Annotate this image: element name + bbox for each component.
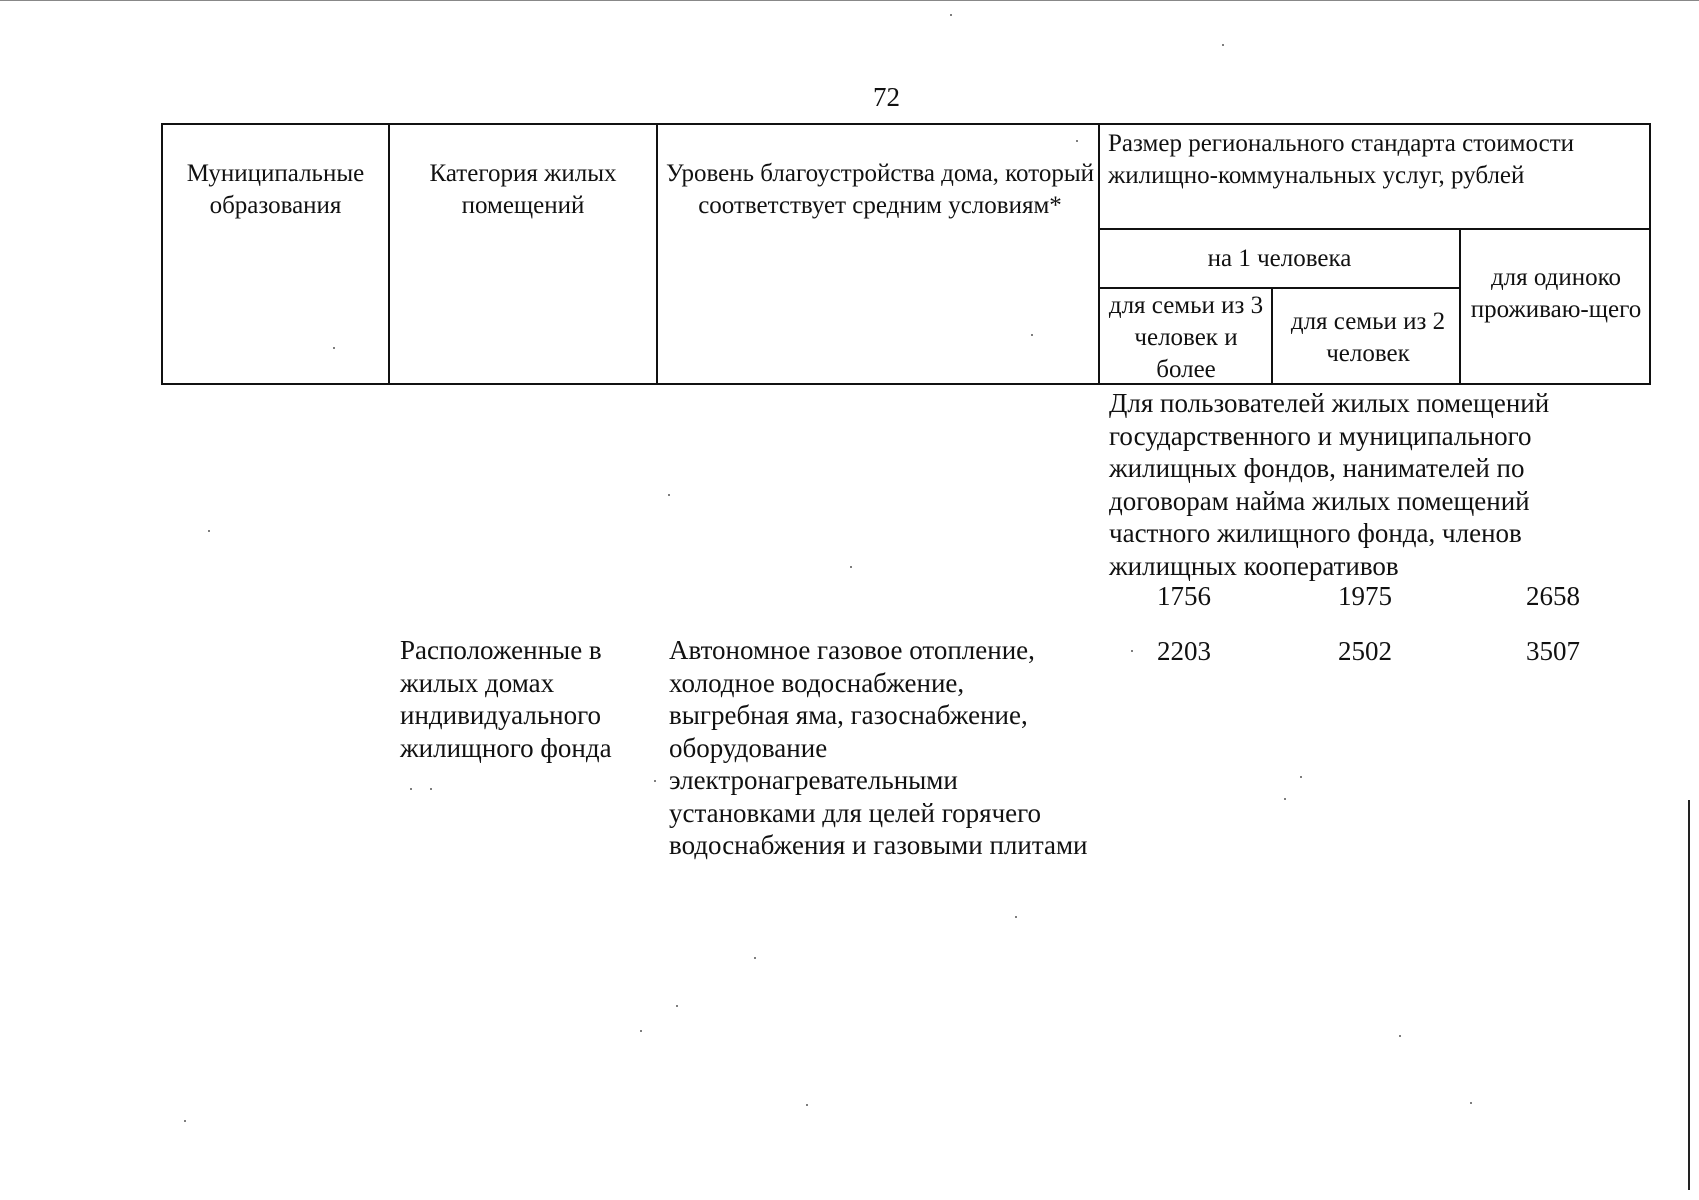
page-number: 72 xyxy=(873,82,900,112)
scan-speck xyxy=(333,347,335,349)
section-note: Для пользователей жилых помещений государственного и муниципального жилищных фондов, нанимателей по договорам найма жилых помещений частного жилищного фонда, членов жилищных кооперативов xyxy=(1109,388,1550,581)
col-divider xyxy=(1459,229,1461,385)
scan-speck xyxy=(208,530,210,532)
header-bottom-border xyxy=(161,383,1651,385)
cell-family-2: 1975 xyxy=(1338,581,1392,611)
scan-speck xyxy=(950,14,952,16)
col-divider xyxy=(1271,287,1273,385)
scan-speck xyxy=(640,1030,642,1032)
header-standard-size: Размер регионального стандарта стоимости жилищно-коммунальных услуг, рублей xyxy=(1108,130,1575,189)
scan-speck xyxy=(1284,798,1286,800)
scan-speck xyxy=(676,1005,678,1007)
scan-speck xyxy=(668,494,670,496)
row-divider xyxy=(1098,287,1461,289)
scan-top-edge xyxy=(0,0,1699,1)
scan-speck xyxy=(1031,334,1033,336)
scan-speck xyxy=(1222,44,1224,46)
col-divider xyxy=(656,123,658,385)
header-top-border xyxy=(161,123,1651,125)
scan-speck xyxy=(1300,776,1302,778)
scan-speck xyxy=(850,566,852,568)
scan-speck xyxy=(430,788,432,790)
cell-comfort-level: Автономное газовое отопление, холодное водоснабжение, выгребная яма, газоснабжение, оборудование электронагревательными установками для целей горячего водоснабжения и газовыми плитами xyxy=(669,635,1088,860)
cell-category: Расположенные в жилых домах индивидуального жилищного фонда xyxy=(400,635,612,763)
cell-family-2: 2502 xyxy=(1338,636,1392,666)
cell-family-3: 1756 xyxy=(1157,581,1211,611)
scan-speck xyxy=(184,1120,186,1122)
header-right-border xyxy=(1649,123,1651,385)
scan-speck xyxy=(654,780,656,782)
header-per-person: на 1 человека xyxy=(1207,245,1352,272)
scan-speck xyxy=(1015,916,1017,918)
scan-speck xyxy=(410,788,412,790)
header-municipal: Муниципальные образования xyxy=(186,160,365,219)
scan-speck xyxy=(806,1104,808,1106)
header-comfort-level: Уровень благоустройства дома, который соответствует средним условиям* xyxy=(666,160,1094,219)
scan-speck xyxy=(754,957,756,959)
row-divider xyxy=(1098,228,1651,230)
scan-speck xyxy=(1470,1102,1472,1104)
cell-family-3: 2203 xyxy=(1157,636,1211,666)
scan-speck xyxy=(1076,140,1078,142)
cell-single: 3507 xyxy=(1526,636,1580,666)
header-family-3: для семьи из 3 человек и более xyxy=(1108,292,1264,383)
scan-right-edge xyxy=(1688,800,1690,1190)
scan-speck xyxy=(1131,650,1133,652)
scan-speck xyxy=(1399,1035,1401,1037)
header-single: для одиноко проживаю-щего xyxy=(1470,264,1642,323)
header-category: Категория жилых помещений xyxy=(429,160,617,219)
header-family-2: для семьи из 2 человек xyxy=(1290,308,1446,367)
cell-single: 2658 xyxy=(1526,581,1580,611)
